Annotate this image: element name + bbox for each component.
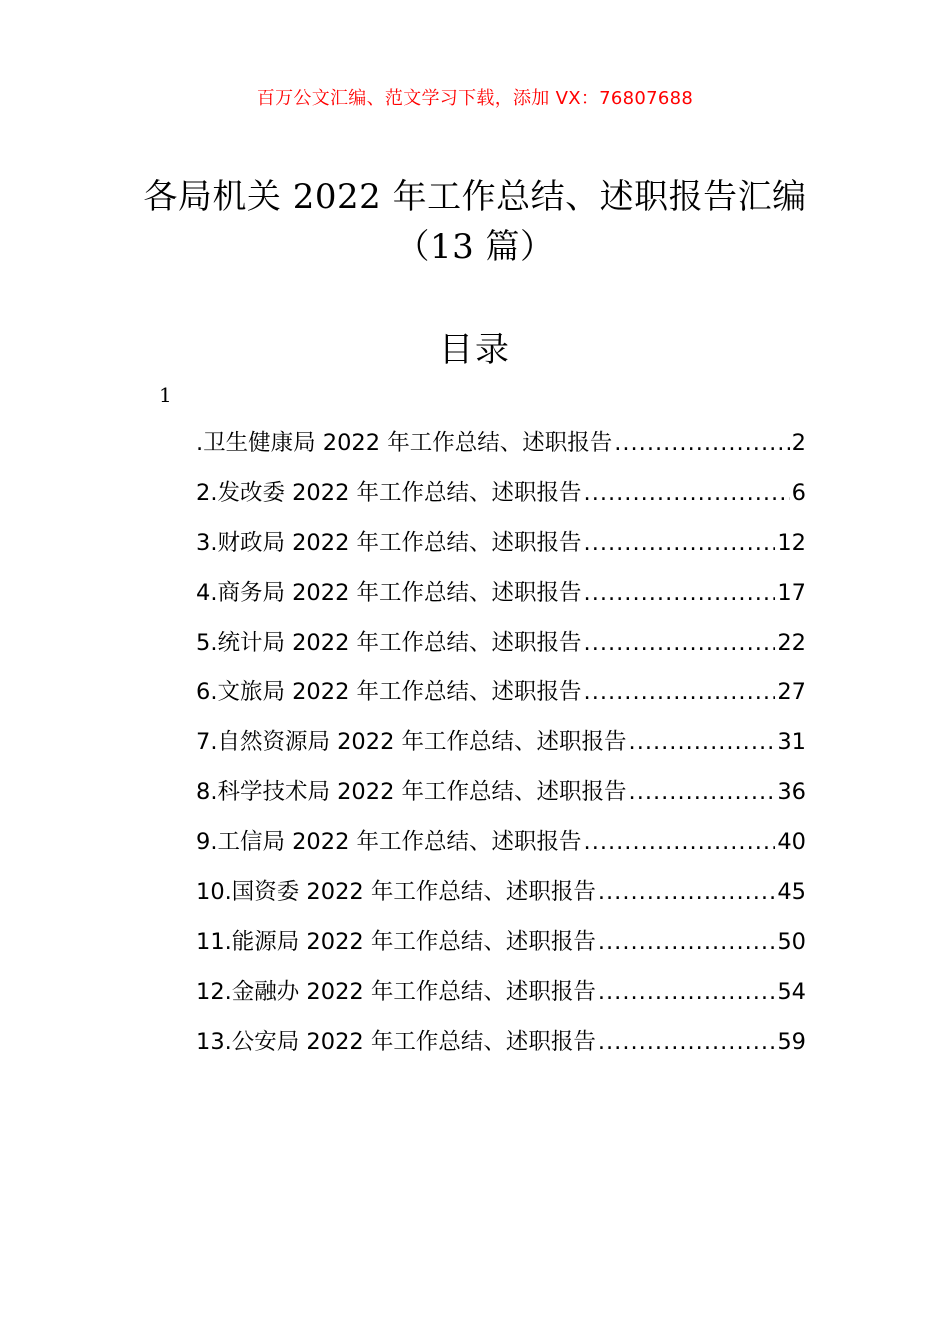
toc-entry[interactable]: [196, 525, 806, 575]
toc-entry-page: 40: [777, 829, 806, 856]
toc-dot-leader: [629, 779, 776, 805]
table-of-contents: [196, 425, 806, 1074]
toc-entry[interactable]: [196, 824, 806, 874]
toc-dot-leader: [584, 630, 776, 656]
toc-entry-label: 3.财政局 2022 年工作总结、述职报告: [196, 529, 582, 556]
toc-entry-page: 59: [777, 1028, 806, 1055]
toc-entry-page: 50: [777, 928, 806, 955]
toc-entry-page: 27: [777, 679, 806, 706]
stray-number-mark: 1: [159, 383, 172, 407]
document-title-line-2: （13 篇）: [395, 227, 555, 267]
toc-entry-label: 10.国资委 2022 年工作总结、述职报告: [196, 879, 596, 906]
toc-entry-label: .卫生健康局 2022 年工作总结、述职报告: [196, 430, 613, 456]
toc-entry-label: 11.能源局 2022 年工作总结、述职报告: [196, 928, 596, 955]
toc-dot-leader: [584, 679, 776, 705]
toc-entry-label: 13.公安局 2022 年工作总结、述职报告: [196, 1028, 596, 1055]
toc-entry[interactable]: [196, 575, 806, 625]
toc-entry-page: 36: [777, 779, 806, 806]
toc-entry-page: 2: [791, 430, 806, 456]
toc-dot-leader: [598, 929, 776, 955]
toc-entry-label: 9.工信局 2022 年工作总结、述职报告: [196, 829, 582, 856]
toc-dot-leader: [584, 829, 776, 855]
toc-entry[interactable]: [196, 1024, 806, 1074]
toc-dot-leader: [584, 530, 776, 556]
toc-entry-page: 17: [777, 579, 806, 606]
toc-entry[interactable]: [196, 425, 806, 475]
document-title: [0, 172, 950, 272]
toc-entry-page: 6: [791, 479, 806, 506]
toc-entry-page: 12: [777, 529, 806, 556]
toc-entry-label: 7.自然资源局 2022 年工作总结、述职报告: [196, 729, 627, 756]
toc-entry-page: 45: [777, 879, 806, 906]
toc-entry[interactable]: [196, 724, 806, 774]
toc-entry-label: 2.发改委 2022 年工作总结、述职报告: [196, 479, 582, 506]
toc-entry[interactable]: [196, 924, 806, 974]
header-note: 百万公文汇编、范文学习下载，添加 VX：76807688: [256, 88, 694, 109]
toc-entry-label: 4.商务局 2022 年工作总结、述职报告: [196, 579, 582, 606]
toc-entry[interactable]: [196, 475, 806, 525]
toc-dot-leader: [614, 430, 789, 456]
toc-entry[interactable]: [196, 874, 806, 924]
toc-dot-leader: [629, 729, 776, 755]
toc-dot-leader: [584, 580, 776, 606]
toc-entry-label: 8.科学技术局 2022 年工作总结、述职报告: [196, 779, 627, 806]
toc-dot-leader: [598, 1029, 776, 1055]
toc-entry[interactable]: [196, 774, 806, 824]
toc-entry-page: 31: [777, 729, 806, 756]
document-title-line-1: 各局机关 2022 年工作总结、述职报告汇编: [143, 177, 807, 217]
toc-dot-leader: [598, 879, 776, 905]
toc-entry[interactable]: [196, 974, 806, 1024]
toc-entry[interactable]: [196, 674, 806, 724]
toc-heading: 目录: [439, 330, 511, 370]
toc-entry-label: 6.文旅局 2022 年工作总结、述职报告: [196, 679, 582, 706]
toc-dot-leader: [584, 480, 790, 506]
toc-entry-page: 54: [777, 978, 806, 1005]
toc-entry-label: 12.金融办 2022 年工作总结、述职报告: [196, 978, 596, 1005]
toc-entry-page: 22: [777, 629, 806, 656]
toc-entry-label: 5.统计局 2022 年工作总结、述职报告: [196, 629, 582, 656]
toc-dot-leader: [598, 979, 776, 1005]
toc-entry[interactable]: [196, 625, 806, 675]
